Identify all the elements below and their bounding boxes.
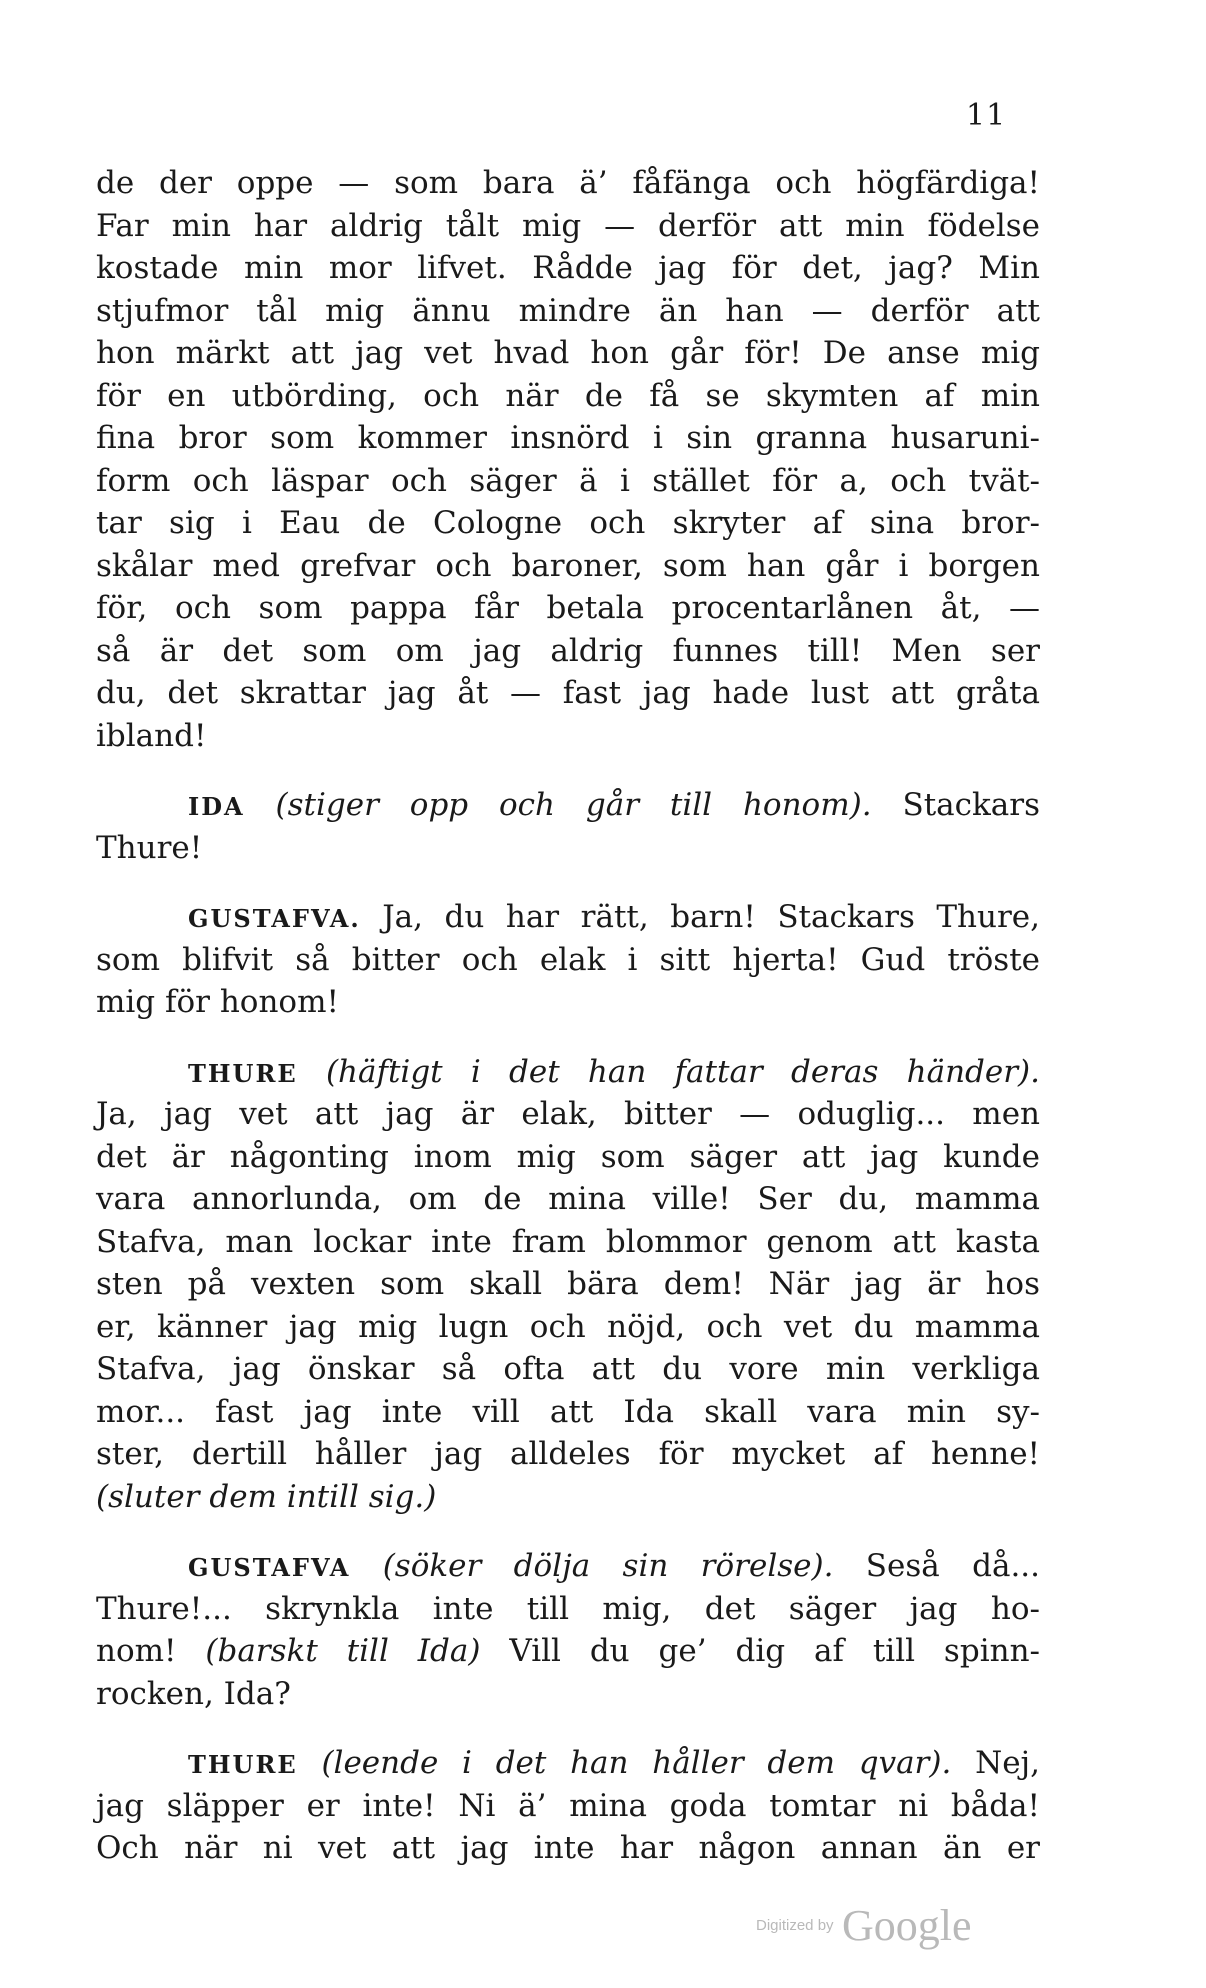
text-line: Stafva, jag önskar så ofta att du vore min verkliga — [96, 1351, 1040, 1387]
stage-direction: (sluter dem intill sig.) — [96, 1478, 437, 1515]
dialogue-text: nom! — [96, 1633, 177, 1669]
text-line: kostade min mor lifvet. Rådde jag för det, jag? Min — [96, 250, 1040, 286]
dialogue-text: Seså då... — [865, 1548, 1041, 1584]
text-line: stjufmor tål mig ännu mindre än han — derför att — [96, 292, 1040, 329]
speaker-ida: IDA — [188, 792, 245, 821]
text-line: form och läspar och säger ä i stället för a, och tvät- — [96, 462, 1040, 499]
text-line: som blifvit så bitter och elak i sitt hjerta! Gud tröste — [96, 941, 1040, 978]
paragraph-gap — [96, 1024, 1040, 1051]
dialogue-text: Stackars — [902, 787, 1040, 823]
text-line: Thure!... skrynkla inte till mig, det säger jag ho- — [96, 1590, 1040, 1627]
page-text — [96, 162, 1040, 1870]
text-line: rocken, Ida? — [96, 1675, 291, 1712]
text-line: för, och som pappa får betala procentarlånen åt, — — [96, 590, 1040, 626]
text-line: Stafva, man lockar inte fram blommor genom att kasta — [96, 1223, 1040, 1260]
thure-line — [96, 1742, 1040, 1785]
text-line: de der oppe — som bara ä’ fåfänga och högfärdiga! — [96, 165, 1040, 201]
text-line: ibland! — [96, 717, 207, 754]
text-line: hon märkt att jag vet hvad hon går för! De anse mig — [96, 335, 1040, 371]
text-line: skålar med grefvar och baroner, som han går i borgen — [96, 547, 1040, 584]
text-line: fina bror som kommer insnörd i sin granna husaruni- — [96, 420, 1040, 456]
digitized-by-watermark — [756, 1900, 972, 1951]
google-logo: Google — [842, 1901, 972, 1950]
text-line: Ja, jag vet att jag är elak, bitter — oduglig... men — [96, 1096, 1040, 1132]
stage-direction: (söker dölja sin rörelse). — [382, 1548, 834, 1584]
text-line: vara annorlunda, om de mina ville! Ser du, mamma — [96, 1181, 1040, 1217]
text-line: för en utbörding, och när de få se skymten af min — [96, 377, 1040, 414]
text-line: så är det som om jag aldrig funnes till! Men ser — [96, 632, 1040, 669]
watermark-prefix: Digitized by — [756, 1917, 834, 1934]
thure-line — [96, 1051, 1040, 1094]
dialogue-text: Nej, — [975, 1745, 1041, 1781]
text-line: Far min har aldrig tålt mig — derför att min födelse — [96, 207, 1040, 244]
text-line: Och när ni vet att jag inte har någon annan än er — [96, 1830, 1040, 1866]
stage-direction: (barskt till Ida) — [205, 1633, 481, 1669]
text-line: du, det skrattar jag åt — fast jag hade lust att gråta — [96, 675, 1040, 711]
speaker-gustafva: GUSTAFVA — [188, 1553, 351, 1582]
gustafva-line — [96, 896, 1040, 939]
text-line — [96, 1630, 1040, 1673]
paragraph-gap — [96, 757, 1040, 784]
text-line: det är någonting inom mig som säger att jag kunde — [96, 1138, 1040, 1175]
stage-direction: (häftigt i det han fattar deras händer). — [325, 1053, 1040, 1090]
text-line: jag släpper er inte! Ni ä’ mina goda tomtar ni båda! — [96, 1787, 1040, 1824]
speaker-thure: THURE — [188, 1058, 298, 1088]
gustafva-line — [96, 1545, 1040, 1588]
ida-line — [96, 784, 1040, 827]
page-number: 11 — [966, 98, 1007, 133]
text-line: er, känner jag mig lugn och nöjd, och vet du mamma — [96, 1308, 1040, 1345]
paragraph-gap — [96, 1518, 1040, 1545]
text-line: mor... fast jag inte vill att Ida skall vara min sy- — [96, 1393, 1040, 1430]
text-line: sten på vexten som skall bära dem! När jag är hos — [96, 1266, 1040, 1302]
text-line: Thure! — [96, 829, 203, 866]
stage-direction: (leende i det han håller dem qvar). — [321, 1745, 952, 1781]
dialogue-text: Vill du ge’ dig af till spinn- — [509, 1633, 1041, 1669]
paragraph-gap — [96, 869, 1040, 896]
speaker-thure: THURE — [188, 1750, 298, 1779]
dialogue-text: Ja, du har rätt, barn! Stackars Thure, — [382, 899, 1040, 935]
text-line: tar sig i Eau de Cologne och skryter af sina bror- — [96, 505, 1040, 541]
paragraph-gap — [96, 1715, 1040, 1742]
stage-direction: (stiger opp och går till honom). — [275, 787, 872, 823]
speaker-gustafva: GUSTAFVA. — [188, 904, 361, 933]
text-line: mig för honom! — [96, 984, 339, 1020]
text-line: ster, dertill håller jag alldeles för mycket af henne! — [96, 1436, 1040, 1472]
